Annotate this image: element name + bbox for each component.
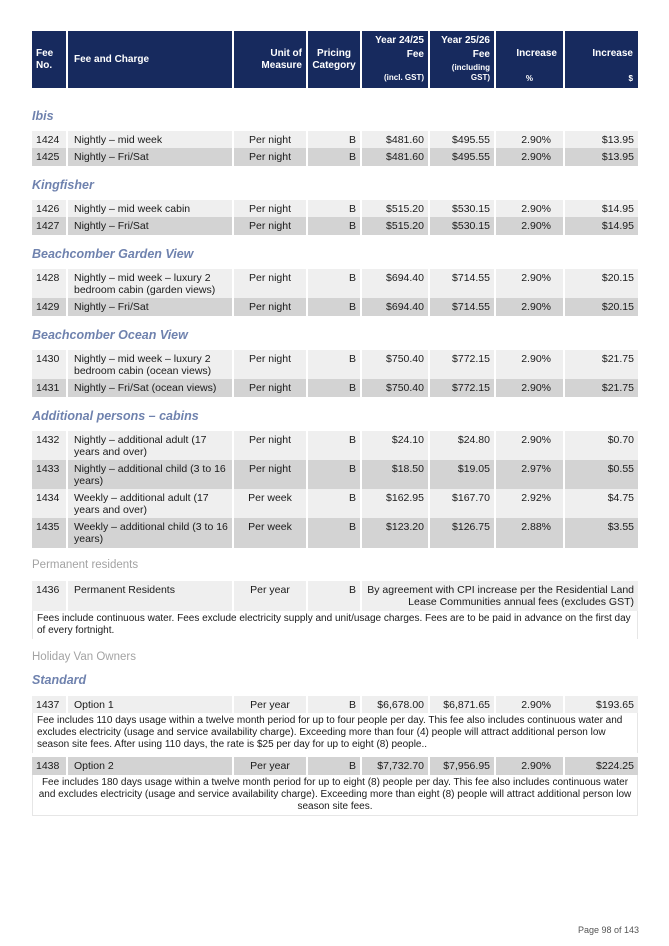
fee-unit: Per night — [234, 431, 308, 461]
fee-desc: Option 2 — [68, 757, 234, 775]
fee-inc: $20.15 — [565, 269, 638, 299]
header-pricing: Pricing Category — [308, 31, 362, 88]
fee-inc: $224.25 — [565, 757, 638, 775]
fee-merged-note: By agreement with CPI increase per the Residential Land Lease Communities annual fees (excludes GST) — [362, 581, 638, 611]
header-increase-dollar — [565, 31, 638, 88]
fee-no: 1438 — [32, 757, 68, 775]
section-additional-persons: Additional persons – cabins — [32, 409, 199, 423]
fee-y1: $162.95 — [362, 489, 430, 519]
fee-no: 1431 — [32, 379, 68, 397]
fee-unit: Per week — [234, 518, 308, 548]
fee-desc: Option 1 — [68, 696, 234, 714]
fee-y2: $19.05 — [430, 460, 496, 490]
fee-no: 1434 — [32, 489, 68, 519]
fee-no: 1426 — [32, 200, 68, 218]
table-row — [32, 350, 638, 380]
fee-y2: $530.15 — [430, 200, 496, 218]
header-y2-title: Year 25/26 — [441, 35, 490, 46]
fee-y2: $495.55 — [430, 148, 496, 166]
fee-unit: Per night — [234, 298, 308, 316]
fee-unit: Per night — [234, 217, 308, 235]
fee-no: 1435 — [32, 518, 68, 548]
table-row — [32, 757, 638, 775]
fee-y2: $772.15 — [430, 350, 496, 380]
fee-cat: B — [308, 460, 362, 490]
header-increase-pct — [496, 31, 565, 88]
fee-inc: $4.75 — [565, 489, 638, 519]
fee-desc: Nightly – Fri/Sat — [68, 217, 234, 235]
fee-pct: 2.90% — [496, 148, 565, 166]
fee-inc: $193.65 — [565, 696, 638, 714]
section-beachcomber-garden: Beachcomber Garden View — [32, 247, 194, 261]
header-fee-no: Fee No. — [32, 31, 68, 88]
header-unit: Unit of Measure — [234, 31, 308, 88]
fee-unit: Per night — [234, 200, 308, 218]
fee-pct: 2.92% — [496, 489, 565, 519]
fee-y1: $481.60 — [362, 131, 430, 149]
fee-pct: 2.90% — [496, 379, 565, 397]
fee-pct: 2.90% — [496, 431, 565, 461]
fee-unit: Per night — [234, 379, 308, 397]
fee-desc: Nightly – mid week cabin — [68, 200, 234, 218]
fee-pct: 2.90% — [496, 269, 565, 299]
table-row — [32, 460, 638, 490]
header-inc-dollar-unit: $ — [628, 74, 633, 83]
header-inc-dollar-label: Increase — [592, 48, 633, 59]
fee-desc: Nightly – mid week – luxury 2 bedroom cabin (garden views) — [68, 269, 234, 299]
fee-cat: B — [308, 518, 362, 548]
fee-inc: $3.55 — [565, 518, 638, 548]
header-inc-pct-label: Increase — [516, 48, 557, 59]
fee-y2: $772.15 — [430, 379, 496, 397]
fee-y2: $7,956.95 — [430, 757, 496, 775]
header-year-2526 — [430, 31, 496, 88]
fee-cat: B — [308, 269, 362, 299]
fee-inc: $13.95 — [565, 148, 638, 166]
section-beachcomber-ocean: Beachcomber Ocean View — [32, 328, 188, 342]
fee-cat: B — [308, 148, 362, 166]
fee-pct: 2.90% — [496, 298, 565, 316]
fee-pct: 2.97% — [496, 460, 565, 490]
fee-pct: 2.90% — [496, 350, 565, 380]
header-y2-fee: Fee — [472, 49, 490, 60]
fee-inc: $14.95 — [565, 200, 638, 218]
fee-no: 1432 — [32, 431, 68, 461]
fee-inc: $0.55 — [565, 460, 638, 490]
fee-y1: $481.60 — [362, 148, 430, 166]
fee-y1: $123.20 — [362, 518, 430, 548]
option2-note: Fee includes 180 days usage within a twelve month period for up to eight (8) people per day. This fee also includes continuous water and excludes electricity (usage and service availability charge). Exceeding more than eight (8) people will attract additional person low season site fees. — [32, 775, 638, 816]
fee-y1: $7,732.70 — [362, 757, 430, 775]
fee-no: 1429 — [32, 298, 68, 316]
table-row — [32, 298, 638, 316]
section-standard: Standard — [32, 673, 87, 687]
table-row — [32, 431, 638, 461]
fee-desc: Nightly – Fri/Sat — [68, 148, 234, 166]
permanent-note: Fees include continuous water. Fees exclude electricity supply and unit/usage charges. Fees are to be paid in advance on the first day of every fortnight. — [32, 611, 638, 639]
fee-desc: Nightly – Fri/Sat (ocean views) — [68, 379, 234, 397]
header-year-2425 — [362, 31, 430, 88]
fee-unit: Per night — [234, 148, 308, 166]
fee-cat: B — [308, 131, 362, 149]
table-row — [32, 696, 638, 714]
fee-y2: $714.55 — [430, 269, 496, 299]
fee-pct: 2.88% — [496, 518, 565, 548]
fee-cat: B — [308, 757, 362, 775]
fee-y1: $515.20 — [362, 217, 430, 235]
fee-y1: $18.50 — [362, 460, 430, 490]
section-holiday-van-owners: Holiday Van Owners — [32, 651, 136, 663]
fee-cat: B — [308, 489, 362, 519]
table-row — [32, 217, 638, 235]
fee-no: 1433 — [32, 460, 68, 490]
fee-desc: Weekly – additional child (3 to 16 years) — [68, 518, 234, 548]
table-row — [32, 131, 638, 149]
fee-y1: $515.20 — [362, 200, 430, 218]
fee-unit: Per night — [234, 131, 308, 149]
header-y2-note: (including GST) — [451, 63, 490, 82]
fee-y2: $126.75 — [430, 518, 496, 548]
table-row — [32, 200, 638, 218]
fee-y2: $495.55 — [430, 131, 496, 149]
table-row — [32, 518, 638, 548]
fee-no: 1428 — [32, 269, 68, 299]
fee-y2: $24.80 — [430, 431, 496, 461]
fee-inc: $0.70 — [565, 431, 638, 461]
fee-y2: $714.55 — [430, 298, 496, 316]
table-row — [32, 269, 638, 299]
fee-desc: Nightly – mid week – luxury 2 bedroom cabin (ocean views) — [68, 350, 234, 380]
section-permanent-residents: Permanent residents — [32, 559, 139, 571]
fee-unit: Per year — [234, 581, 308, 611]
page-number: Page 98 of 143 — [577, 925, 639, 935]
section-kingfisher: Kingfisher — [32, 178, 94, 192]
fee-cat: B — [308, 298, 362, 316]
section-ibis: Ibis — [32, 109, 54, 123]
fee-desc: Nightly – mid week — [68, 131, 234, 149]
fee-no: 1430 — [32, 350, 68, 380]
fee-unit: Per year — [234, 696, 308, 714]
fee-y1: $750.40 — [362, 379, 430, 397]
fee-cat: B — [308, 431, 362, 461]
table-header — [32, 31, 638, 88]
fee-unit: Per night — [234, 269, 308, 299]
fee-y1: $694.40 — [362, 269, 430, 299]
fee-inc: $13.95 — [565, 131, 638, 149]
fee-cat: B — [308, 217, 362, 235]
header-fee-and-charge: Fee and Charge — [68, 31, 234, 88]
table-row — [32, 379, 638, 397]
fee-y1: $750.40 — [362, 350, 430, 380]
fee-y1: $694.40 — [362, 298, 430, 316]
fee-inc: $20.15 — [565, 298, 638, 316]
fee-pct: 2.90% — [496, 131, 565, 149]
table-row — [32, 581, 638, 611]
fee-unit: Per week — [234, 489, 308, 519]
fee-inc: $21.75 — [565, 379, 638, 397]
fee-inc: $14.95 — [565, 217, 638, 235]
fee-unit: Per year — [234, 757, 308, 775]
option1-note: Fee includes 110 days usage within a twelve month period for up to four people per day. This fee also includes continuous water and excludes electricity (usage and service availability charge). Exceeding more than four (4) people will attract additional person low season site fees. After using 110 days, the rate is $25 per day for up to eight (8) people.. — [32, 713, 638, 753]
fee-y2: $6,871.65 — [430, 696, 496, 714]
table-row — [32, 148, 638, 166]
fee-cat: B — [308, 581, 362, 611]
fee-pct: 2.90% — [496, 757, 565, 775]
header-inc-pct-unit: % — [525, 74, 533, 83]
fee-pct: 2.90% — [496, 696, 565, 714]
fee-pct: 2.90% — [496, 217, 565, 235]
fee-unit: Per night — [234, 350, 308, 380]
fee-y2: $167.70 — [430, 489, 496, 519]
fee-desc: Permanent Residents — [68, 581, 234, 611]
header-y1-title: Year 24/25 — [375, 35, 424, 46]
fee-cat: B — [308, 379, 362, 397]
header-y1-note: (incl. GST) — [384, 73, 424, 82]
fee-inc: $21.75 — [565, 350, 638, 380]
fee-pct: 2.90% — [496, 200, 565, 218]
fee-y1: $24.10 — [362, 431, 430, 461]
fee-no: 1424 — [32, 131, 68, 149]
fee-no: 1425 — [32, 148, 68, 166]
table-row — [32, 489, 638, 519]
fee-y1: $6,678.00 — [362, 696, 430, 714]
fee-desc: Nightly – additional adult (17 years and over) — [68, 431, 234, 461]
header-y1-fee: Fee — [406, 49, 424, 60]
fee-cat: B — [308, 200, 362, 218]
fee-y2: $530.15 — [430, 217, 496, 235]
fee-no: 1436 — [32, 581, 68, 611]
fee-no: 1437 — [32, 696, 68, 714]
fee-cat: B — [308, 350, 362, 380]
fee-desc: Nightly – additional child (3 to 16 years) — [68, 460, 234, 490]
fee-desc: Nightly – Fri/Sat — [68, 298, 234, 316]
fee-cat: B — [308, 696, 362, 714]
fee-desc: Weekly – additional adult (17 years and over) — [68, 489, 234, 519]
fee-no: 1427 — [32, 217, 68, 235]
fee-unit: Per night — [234, 460, 308, 490]
